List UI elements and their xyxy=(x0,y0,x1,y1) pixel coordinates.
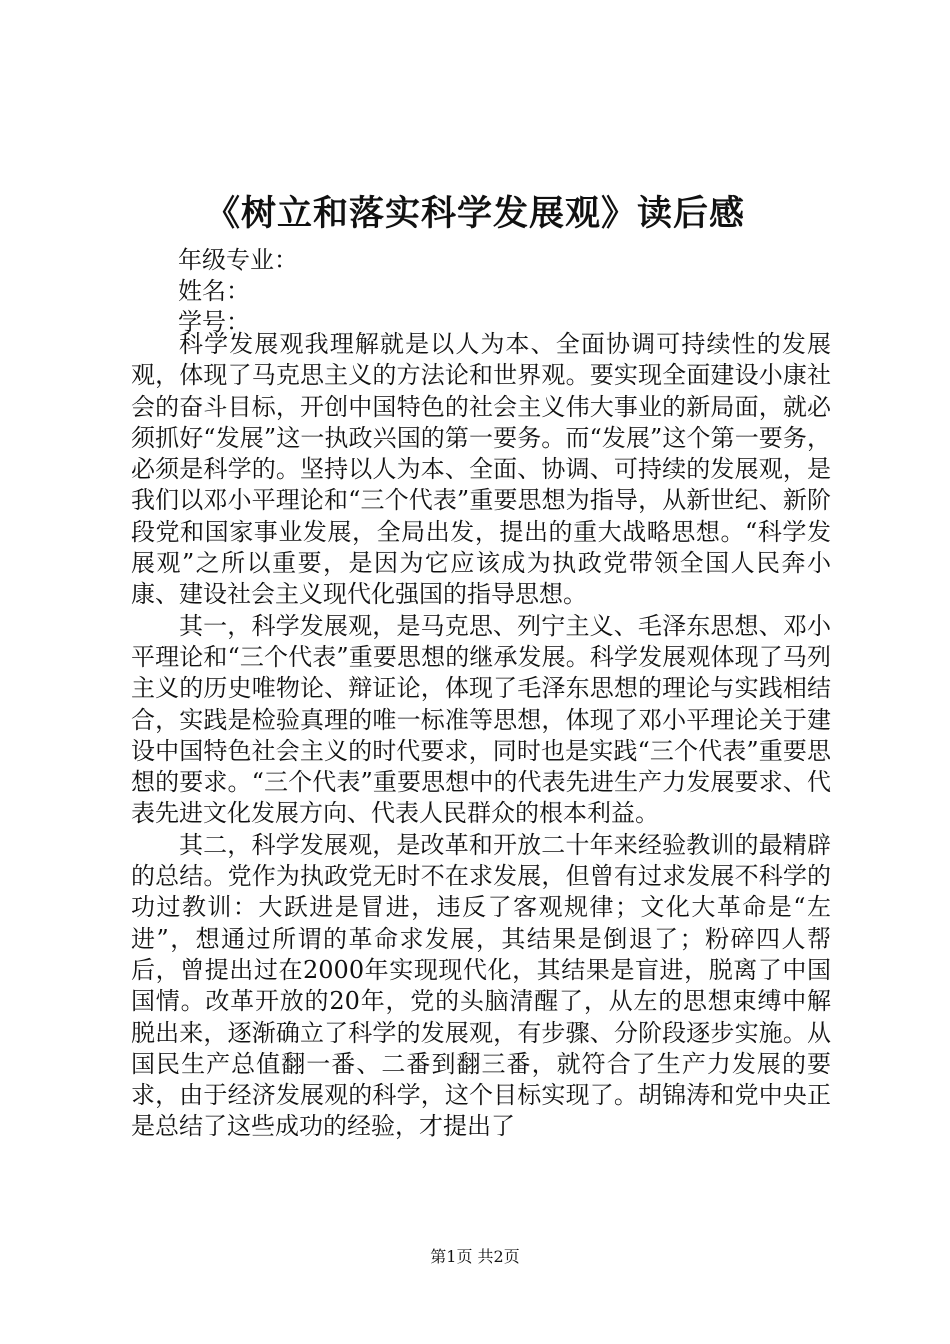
student-id-field: 学号： xyxy=(178,308,250,336)
paragraph: 其一，科学发展观，是马克思、列宁主义、毛泽东思想、邓小平理论和“三个代表”重要思想的继承发展。科学发展观体现了马列主义的历史唯物论、辩证论，体现了毛泽东思想的理论与实践相结合，实践是检验真理的唯一标准等思想，体现了邓小平理论关于建设中国特色社会主义的时代要求，同时也是实践“三个代表”重要思想的要求。“三个代表”重要思想中的代表先进生产力发展要求、代表先进文化发展方向、代表人民群众的根本利益。 xyxy=(131,611,831,828)
paragraph: 其二，科学发展观，是改革和开放二十年来经验教训的最精辟的总结。党作为执政党无时不在求发展，但曾有过求发展不科学的功过教训：大跃进是冒进，违反了客观规律；文化大革命是“左进”，想通过所谓的革命求发展，其结果是倒退了；粉碎四人帮后，曾提出过在2000年实现现代化，其结果是盲进，脱离了中国国情。改革开放的20年，党的头脑清醒了，从左的思想束缚中解脱出来，逐渐确立了科学的发展观，有步骤、分阶段逐步实施。从国民生产总值翻一番、二番到翻三番，就符合了生产力发展的要求，由于经济发展观的科学，这个目标实现了。胡锦涛和党中央正是总结了这些成功的经验，才提出了 xyxy=(131,830,831,1141)
document-title: 《树立和落实科学发展观》读后感 xyxy=(204,193,745,234)
document-body xyxy=(131,329,831,1143)
grade-major-field: 年级专业： xyxy=(178,246,298,274)
page-footer: 第1页 共2页 xyxy=(430,1247,520,1266)
name-field: 姓名： xyxy=(178,277,250,305)
paragraph: 科学发展观我理解就是以人为本、全面协调可持续性的发展观，体现了马克思主义的方法论和世界观。要实现全面建设小康社会的奋斗目标，开创中国特色的社会主义伟大事业的新局面，就必须抓好“发展”这一执政兴国的第一要务。而“发展”这个第一要务，必须是科学的。坚持以人为本、全面、协调、可持续的发展观，是我们以邓小平理论和“三个代表”重要思想为指导，从新世纪、新阶段党和国家事业发展，全局出发，提出的重大战略思想。“科学发展观”之所以重要，是因为它应该成为执政党带领全国人民奔小康、建设社会主义现代化强国的指导思想。 xyxy=(131,330,831,609)
